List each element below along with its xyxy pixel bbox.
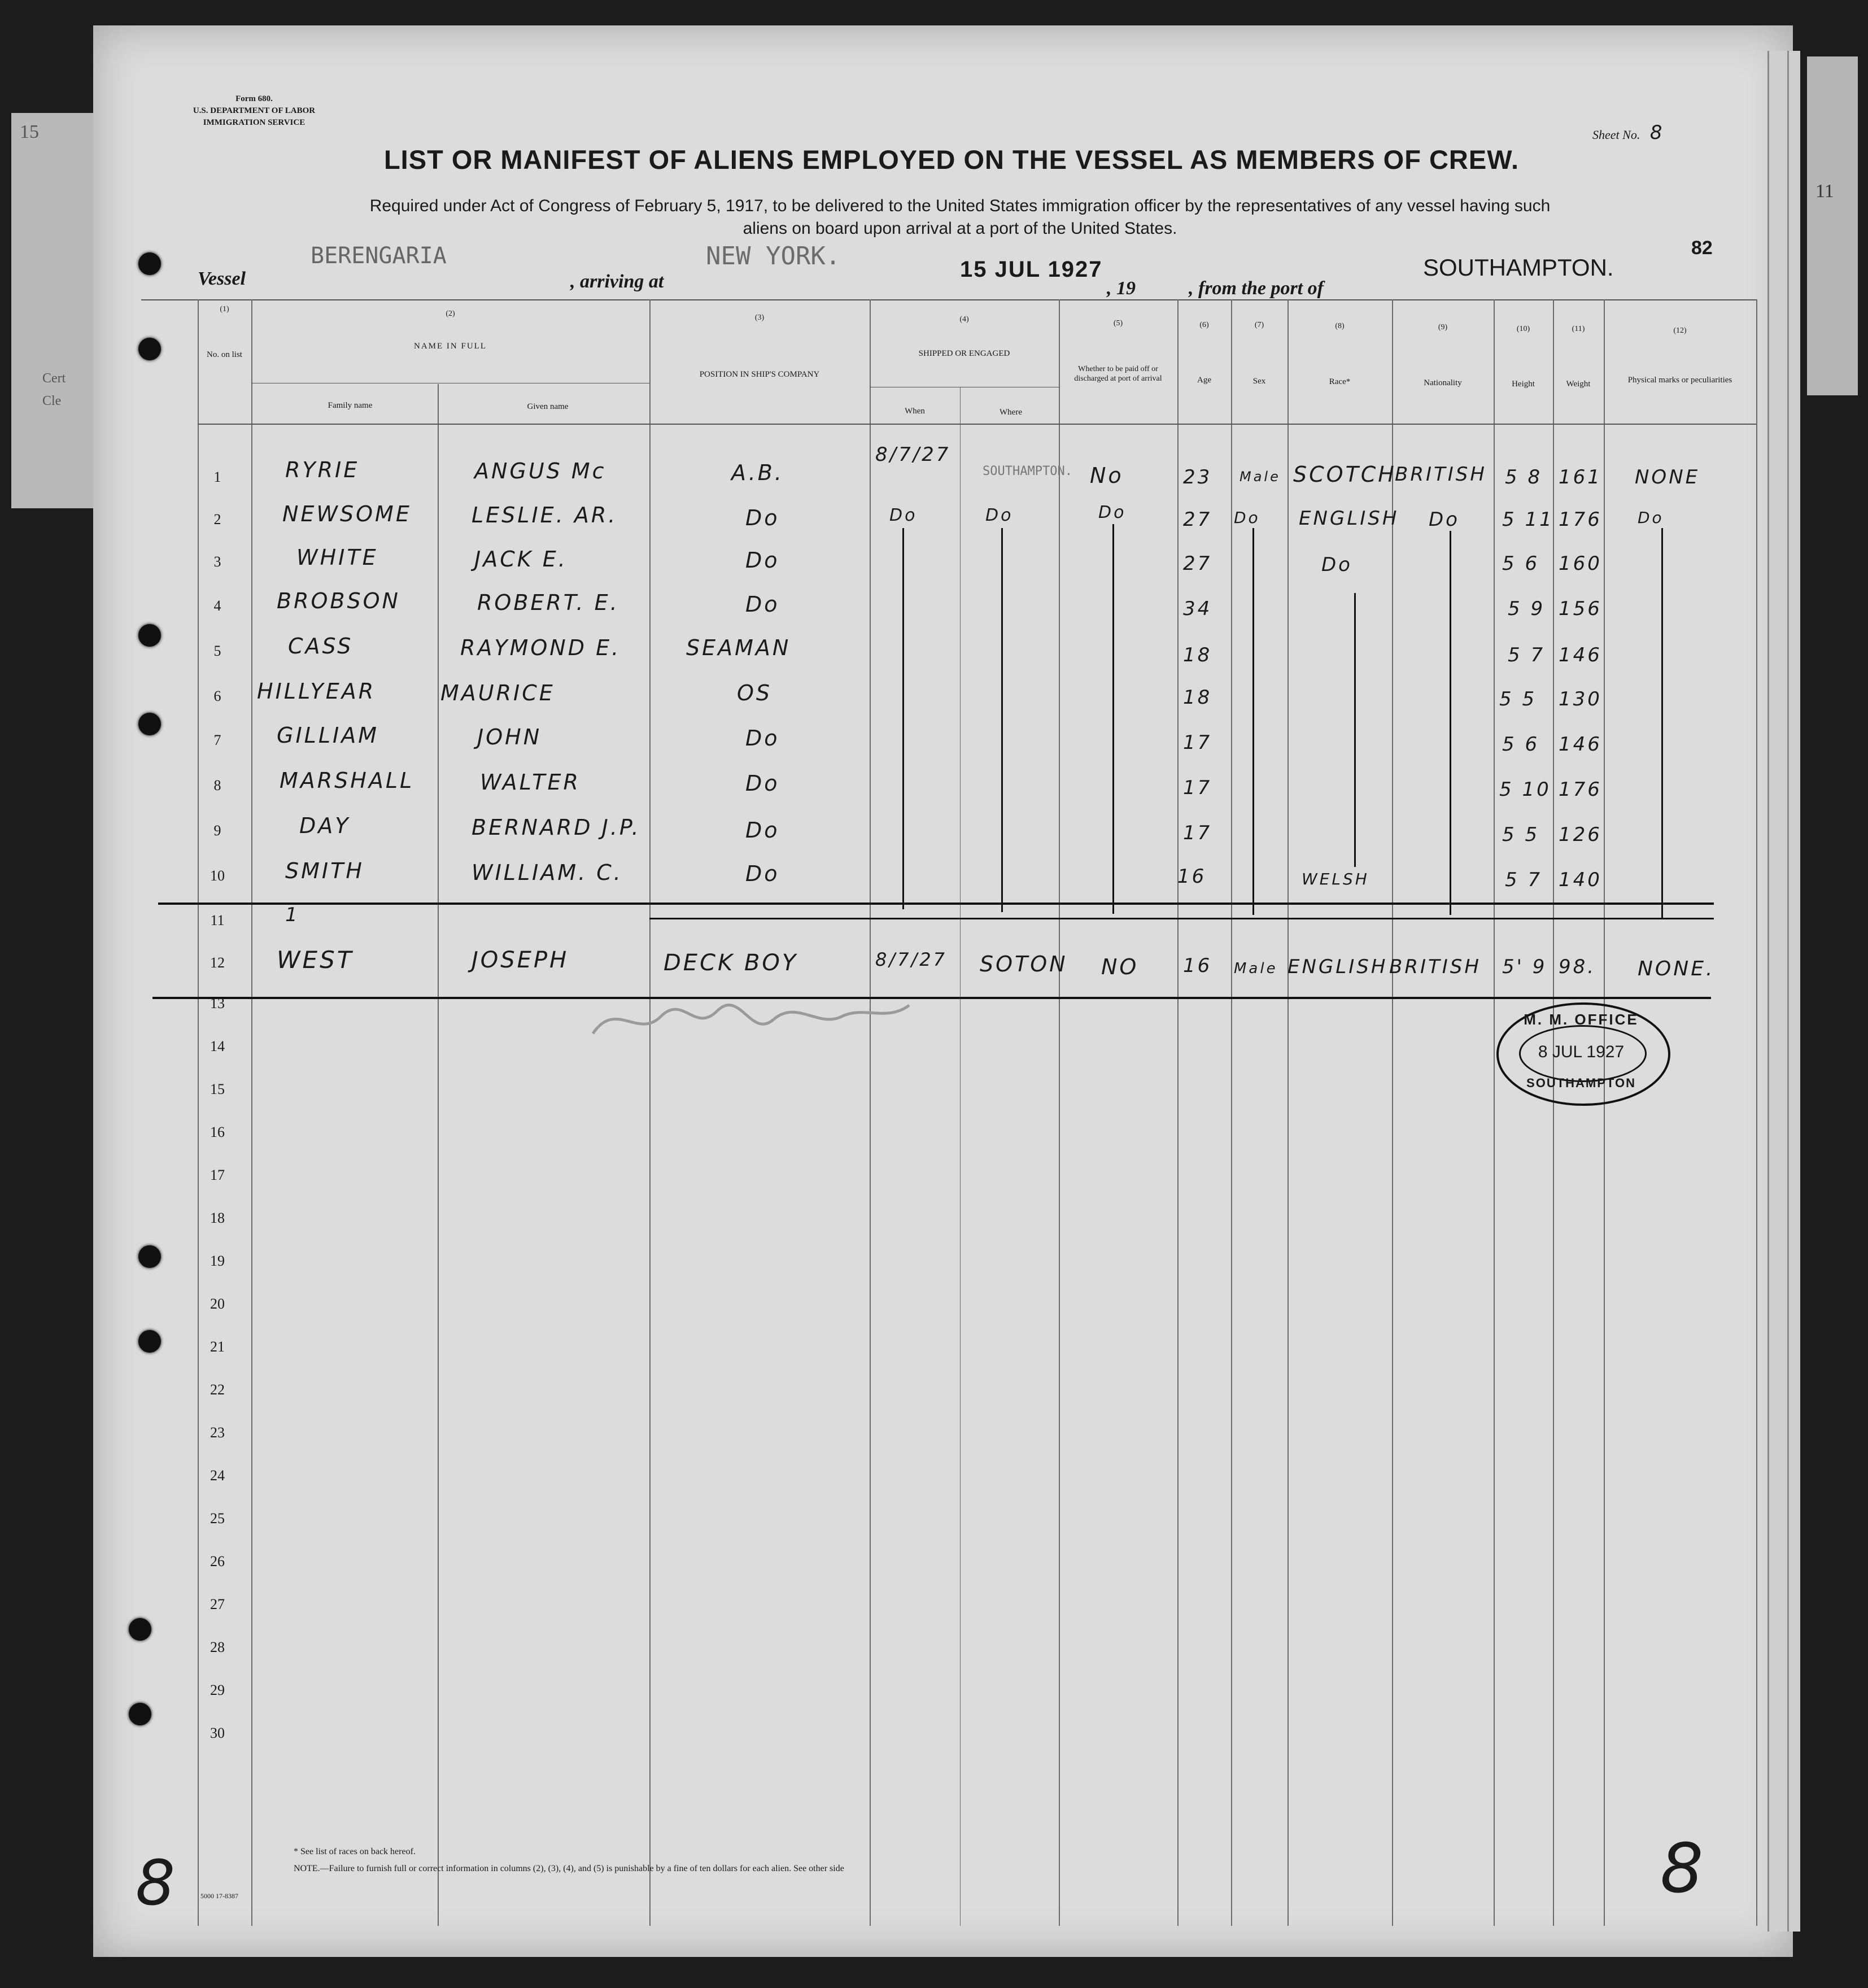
punch-hole [138,338,161,360]
header-name-in-full: NAME IN FULL [414,342,487,351]
column-rule [1392,299,1393,1926]
row-number: 11 [210,912,225,928]
row-number: 6 [213,688,221,704]
shipped-when: 8/7/27 [875,949,947,970]
from-port-label: , from the port of [1189,278,1324,299]
when-where-rule [960,387,961,1926]
print-code: 5000 17-8387 [200,1892,238,1900]
underlying-sheet-right [1807,56,1858,395]
right-handwritten-mark: 8 [1660,1830,1706,1908]
margin-fragment-right-top: 11 [1815,181,1834,202]
physical-marks: NONE [1635,466,1700,489]
row-number: 9 [213,822,221,839]
departure-port: SOUTHAMPTON. [1423,254,1614,281]
section-rule [158,903,1714,905]
given-name: RAYMOND E. [460,635,621,660]
punch-hole [138,1330,161,1353]
sheet-label: Sheet No. [1592,128,1640,142]
nationality: BRITISH [1389,956,1481,978]
row-number: 21 [210,1339,225,1355]
position: Do [745,818,780,843]
weight: 146 [1559,733,1602,756]
vessel-label: Vessel [198,268,246,289]
row-number: 7 [213,732,221,748]
subtitle-line-1: Required under Act of Congress of February 5, 1917, to be delivered to the United States immigration officer by the representatives of any vessel having such [369,197,1551,215]
given-name: JOSEPH [472,947,569,973]
stamp-office-name: M. M. OFFICE [1524,1011,1639,1028]
punch-hole [138,252,161,275]
age: 27 [1183,508,1212,531]
subtitle-line-2: aliens on board upon arrival at a port of the United States. [743,219,1177,238]
form-number: Form 680. [235,94,273,103]
row-number: 20 [210,1296,225,1312]
col-num-9: (9) [1438,323,1448,332]
shipped-where: Do [985,505,1014,525]
row-number: 10 [210,867,225,884]
punch-hole [129,1618,151,1641]
age: 16 [1177,865,1207,888]
family-name: NEWSOME [282,502,412,526]
row-number: 12 [210,954,225,971]
nationality: Do [1429,508,1460,531]
header-family-name: Family name [328,401,373,410]
row-number: 30 [210,1725,225,1741]
weight: 176 [1559,508,1602,531]
col-num-1: (1) [220,305,229,313]
column-rule [1287,299,1289,1926]
header-marks: Physical marks or peculiarities [1627,376,1732,385]
header-sex: Sex [1252,377,1266,386]
weight: 126 [1559,823,1602,846]
nationality: BRITISH [1395,463,1487,486]
family-name: GILLIAM [277,723,379,748]
form-header [169,93,339,129]
row-number: 28 [210,1639,225,1655]
service-name: IMMIGRATION SERVICE [203,118,305,127]
row-number: 26 [210,1553,225,1570]
row-number: 24 [210,1467,225,1484]
sheet-number-field [1592,121,1664,144]
column-rule [1604,299,1605,1926]
row-number: 25 [210,1510,225,1527]
row-number: 14 [210,1038,225,1054]
header-weight: Weight [1566,380,1591,389]
paid-off: No [1090,463,1124,488]
race: SCOTCH [1293,462,1396,487]
department-name: U.S. DEPARTMENT OF LABOR [193,106,316,115]
header-bottom-rule [198,424,1756,425]
height: 5 7 [1505,869,1543,891]
height: 5' 9 [1502,956,1547,978]
col-num-6: (6) [1199,321,1209,329]
weight: 156 [1559,598,1602,620]
height: 5 6 [1502,552,1540,575]
height: 5 11 [1502,508,1554,531]
position: Do [745,548,780,573]
age: 27 [1183,552,1212,575]
position: A.B. [731,460,784,485]
arrival-date-stamp: 15 JUL 1927 [960,257,1103,282]
margin-fragment-left-top: 15 [20,121,39,142]
stamp-port: SOUTHAMPTON [1526,1076,1636,1090]
column-rule [1177,299,1179,1926]
header-when: When [905,407,925,416]
col-num-3: (3) [754,313,765,322]
position: Do [745,861,780,886]
header-paid-off: Whether to be paid off or discharged at port of arrival [1074,365,1162,383]
weight: 140 [1559,869,1602,891]
given-name: MAURICE [440,681,555,705]
row-number: 18 [210,1210,225,1226]
header-position: POSITION IN SHIP'S COMPANY [699,370,820,379]
ditto-line [1112,524,1114,914]
weight: 176 [1559,778,1602,801]
weight: 161 [1559,466,1602,489]
race: WELSH [1302,870,1369,888]
row-number: 27 [210,1596,225,1612]
column-rule [1553,299,1554,1926]
height: 5 10 [1499,778,1551,801]
header-top-rule [141,299,1756,300]
given-name: JOHN [477,725,542,749]
family-name: BROBSON [277,588,400,613]
ditto-line [1252,528,1254,915]
row-number: 15 [210,1081,225,1097]
position: DECK BOY [664,950,798,976]
height: 5 9 [1508,598,1546,620]
height: 5 7 [1508,644,1546,666]
given-name: WALTER [480,770,581,795]
column-rule [1756,299,1757,1926]
page-edge-strip [1767,51,1788,1932]
page-reference-number: 82 [1691,237,1713,259]
column-rule [251,299,252,1926]
row-number: 1 [213,469,221,485]
col-num-12: (12) [1673,326,1687,335]
height: 5 5 [1502,823,1540,846]
faint-signature [582,988,920,1050]
row-number: 23 [210,1424,225,1441]
age: 34 [1183,598,1212,620]
family-name: DAY [299,813,351,838]
stamp-date: 8 JUL 1927 [1538,1043,1625,1061]
position: SEAMAN [686,635,791,660]
column-rule [870,299,871,1926]
age: 17 [1183,731,1212,754]
shipped-where: SOUTHAMPTON. [983,464,1072,478]
row-number: 22 [210,1381,225,1398]
col-num-2: (2) [446,309,455,318]
given-name: LESLIE. AR. [472,503,618,527]
arrival-port: NEW YORK. [706,242,841,271]
family-name: CASS [288,634,353,659]
age: 23 [1183,466,1212,489]
header-shipped: SHIPPED OR ENGAGED [918,349,1010,358]
ditto-line [902,528,904,909]
page-title: LIST OR MANIFEST OF ALIENS EMPLOYED ON THE VESSEL AS MEMBERS OF CREW. [383,145,1520,175]
year-label: , 19 [1107,278,1136,299]
given-name: WILLIAM. C. [472,860,623,885]
vessel-name: BERENGARIA [311,243,447,269]
header-age: Age [1197,376,1211,385]
punch-hole [138,624,161,647]
column-rule [1231,299,1232,1926]
height: 5 5 [1499,688,1537,710]
position: Do [745,592,780,617]
shipped-when: Do [889,505,918,525]
paid-off: NO [1101,954,1139,979]
family-name: MARSHALL [280,768,414,793]
row-number: 4 [213,598,221,614]
race: ENGLISH [1287,956,1388,978]
header-no-on-list: No. on list [207,350,242,359]
column-rule [1494,299,1495,1926]
col-num-10: (10) [1516,325,1530,333]
col-num-4: (4) [959,315,969,324]
header-height: Height [1512,380,1535,389]
penalty-note: NOTE.—Failure to furnish full or correct information in columns (2), (3), (4), and (5) is punishable by a fine of ten dollars for each alien. See other side [294,1864,844,1873]
punch-hole [138,713,161,735]
shipped-when: 8/7/27 [875,443,951,466]
race: ENGLISH [1299,507,1399,530]
ditto-line [1450,531,1451,915]
position: Do [745,771,780,796]
header-nationality: Nationality [1424,378,1462,387]
sheet-number: 8 [1649,121,1665,144]
family-name: 1 [285,904,300,926]
race-footnote: * See list of races on back hereof. [294,1847,416,1856]
punch-hole [138,1245,161,1268]
race: Do [1321,553,1352,576]
ditto-line [1354,593,1356,867]
ditto-line [1661,528,1663,918]
height: 5 6 [1502,733,1540,756]
age: 18 [1183,686,1212,709]
ditto-line [1001,528,1003,912]
page-subtitle [192,195,1728,240]
page-edge-strip [1787,51,1800,1932]
given-name: JACK E. [474,547,568,572]
header-where: Where [1000,408,1022,417]
physical-marks: Do [1638,508,1664,527]
family-name: WEST [277,946,354,974]
physical-marks: NONE. [1638,957,1715,980]
family-name: HILLYEAR [257,679,376,704]
weight: 130 [1559,688,1602,710]
row-number: 13 [210,995,225,1012]
arriving-label: , arriving at [570,271,664,292]
age: 16 [1183,954,1212,977]
section-rule [649,918,1714,919]
row-number: 2 [213,511,221,527]
row-number: 29 [210,1682,225,1698]
col-num-5: (5) [1113,319,1123,328]
row-number: 3 [213,553,221,570]
header-given-name: Given name [527,402,569,411]
row-number: 17 [210,1167,225,1183]
given-name: BERNARD J.P. [472,815,641,840]
position: Do [745,726,780,751]
shipped-where: SOTON [980,952,1068,976]
family-name: RYRIE [285,457,360,482]
sex: Do [1234,508,1260,527]
signature-stroke [593,1005,909,1034]
age: 17 [1183,822,1212,844]
height: 5 8 [1505,466,1543,489]
position: OS [737,681,772,705]
family-name: WHITE [296,545,378,570]
age: 17 [1183,777,1212,799]
column-rule [1059,299,1060,1926]
sex: Male [1234,960,1278,977]
weight: 98. [1559,956,1596,978]
column-rule [649,299,651,1926]
position: Do [745,505,780,530]
family-name: SMITH [285,858,364,883]
weight: 160 [1559,552,1602,575]
paid-off: Do [1098,503,1127,522]
section-rule [152,997,1711,999]
punch-hole [129,1703,151,1725]
age: 18 [1183,644,1212,666]
row-number: 16 [210,1124,225,1140]
row-number: 5 [213,643,221,659]
weight: 146 [1559,644,1602,666]
header-race: Race* [1329,377,1351,386]
sex: Male [1239,469,1281,485]
margin-fragment-left-side: Cert Cle [42,371,66,408]
col-num-11: (11) [1572,325,1585,333]
given-name: ROBERT. E. [477,590,619,615]
col-num-8: (8) [1335,322,1345,330]
left-handwritten-mark: 8 [136,1847,177,1919]
row-number: 8 [213,777,221,794]
given-name: ANGUS Mc [474,459,606,483]
row-number: 19 [210,1253,225,1269]
column-rule [438,384,439,1926]
col-num-7: (7) [1254,321,1264,329]
